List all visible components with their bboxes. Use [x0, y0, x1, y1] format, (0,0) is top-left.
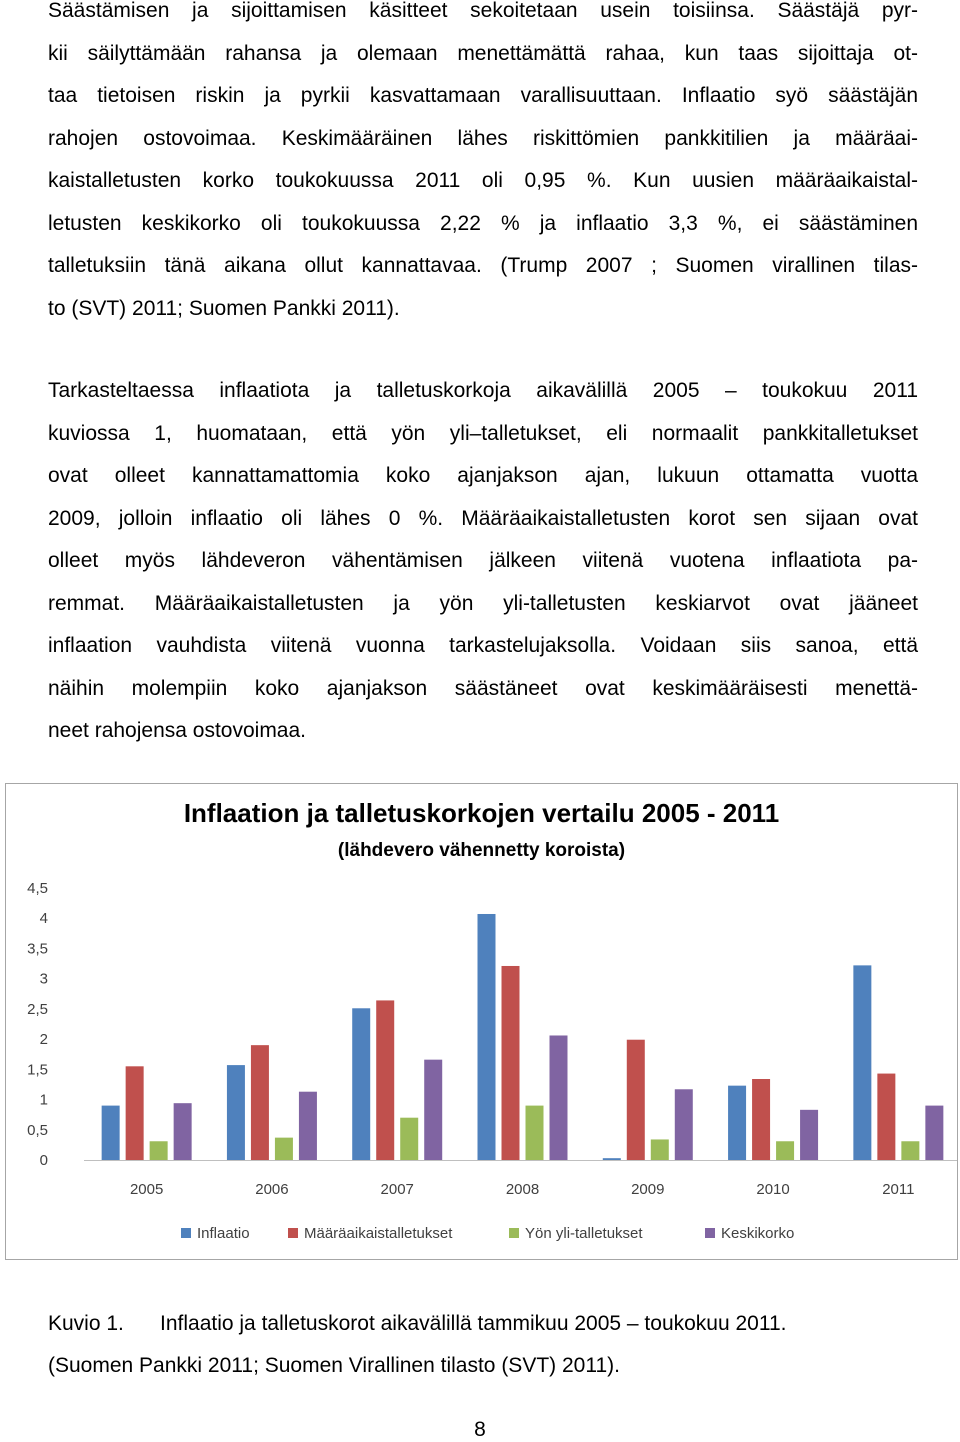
x-tick-label: 2006: [255, 1181, 289, 1198]
body-paragraph-2: [48, 370, 918, 753]
bar-2-2008: [502, 966, 520, 1160]
y-tick-label: 4: [39, 910, 48, 928]
bar-4-2007: [424, 1060, 442, 1160]
text-line: olleet myös lähdeveron vähentämisen jälkeen viitenä vuotena inflaatiota pa-: [48, 549, 918, 572]
x-tick-label: 2008: [505, 1181, 540, 1198]
bar-3-2006: [275, 1138, 293, 1160]
x-tick-label: 2005: [129, 1181, 164, 1198]
y-tick-label: 1,5: [27, 1061, 48, 1079]
text-line: remmat. Määräaikaistalletusten ja yön yli-talletusten keskiarvot ovat jääneet: [48, 591, 918, 615]
bar-4-2011: [925, 1106, 943, 1160]
bar-3-2010: [776, 1141, 794, 1160]
y-tick-label: 0: [39, 1152, 48, 1169]
chart-plot: [6, 784, 957, 1259]
x-tick-label: 2009: [631, 1181, 665, 1198]
bar-4-2008: [550, 1035, 568, 1160]
bar-2-2006: [251, 1045, 269, 1160]
bar-3-2005: [150, 1141, 168, 1160]
chart-subtitle: (lähdevero vähennetty koroista): [337, 840, 626, 861]
y-tick-label: 1: [39, 1091, 48, 1109]
text-line: rahojen ostovoimaa. Keskimääräinen lähes riskittömien pankkitilien ja määräai-: [48, 126, 918, 150]
y-tick-label: 0,5: [27, 1121, 48, 1139]
bar-1-2011: [853, 965, 871, 1160]
bar-1-2005: [102, 1106, 120, 1160]
y-tick-label: 3,5: [27, 940, 48, 958]
bar-4-2009: [675, 1089, 693, 1160]
text-line: ovat olleet kannattamattomia koko ajanjakson ajan, lukuun ottamatta vuotta: [48, 464, 918, 487]
y-tick-label: 2: [39, 1031, 48, 1049]
bar-2-2005: [126, 1066, 144, 1160]
page-number: 8: [474, 1418, 486, 1441]
bar-4-2010: [800, 1110, 818, 1160]
bar-1-2009: [603, 1158, 621, 1160]
x-tick-label: 2010: [756, 1181, 790, 1198]
text-line: talletuksiin tänä aikana ollut kannattavaa. (Trump 2007 ; Suomen virallinen tilas-: [48, 254, 918, 277]
text-line: Tarkasteltaessa inflaatiota ja talletuskorkoja aikavälillä 2005 – toukokuu 2011: [48, 379, 918, 402]
bar-2-2007: [376, 1000, 394, 1160]
caption-source: (Suomen Pankki 2011; Suomen Virallinen tilasto (SVT) 2011).: [48, 1354, 620, 1377]
text-line: neet rahojensa ostovoimaa.: [48, 719, 306, 742]
caption-number: Kuvio 1.: [48, 1312, 124, 1335]
x-tick-label: 2011: [882, 1181, 915, 1198]
legend-swatch: [288, 1228, 298, 1238]
bar-1-2010: [728, 1086, 746, 1160]
caption-text: Inflaatio ja talletuskorot aikavälillä tammikuu 2005 – toukokuu 2011.: [160, 1312, 787, 1335]
body-paragraph-1: [48, 0, 918, 330]
text-line: inflaation vauhdista viitenä vuonna tarkastelujaksolla. Voidaan siis sanoa, että: [48, 634, 918, 657]
bar-3-2007: [400, 1118, 418, 1160]
legend-swatch: [181, 1228, 191, 1238]
y-tick-label: 4,5: [27, 880, 48, 897]
legend-label: Inflaatio: [197, 1225, 250, 1242]
legend-swatch: [509, 1228, 519, 1238]
bar-4-2006: [299, 1092, 317, 1160]
figure-caption: [48, 1303, 786, 1387]
bar-1-2007: [352, 1008, 370, 1160]
legend-label: Määräaikaistalletukset: [304, 1225, 453, 1242]
text-line: taa tietoisen riskin ja pyrkii kasvattamaan varallisuuttaan. Inflaatio syö säästäjän: [48, 84, 918, 107]
legend-label: Yön yli-talletukset: [525, 1225, 643, 1242]
y-tick-label: 2,5: [27, 1000, 48, 1018]
chart-title: Inflaation ja talletuskorkojen vertailu 2005 - 2011: [183, 798, 780, 828]
text-line: Säästämisen ja sijoittamisen käsitteet sekoitetaan usein toisiinsa. Säästäjä pyr-: [48, 0, 918, 22]
bar-2-2011: [877, 1074, 895, 1160]
bar-4-2005: [174, 1103, 192, 1160]
text-line: kaistalletusten korko toukokuussa 2011 oli 0,95 %. Kun uusien määräaikaistal-: [48, 169, 918, 192]
text-line: kuviossa 1, huomataan, että yön yli–talletukset, eli normaalit pankkitalletukset: [48, 421, 918, 445]
text-line: 2009, jolloin inflaatio oli lähes 0 %. Määräaikaistalletusten korot sen sijaan ovat: [48, 506, 918, 530]
legend-swatch: [705, 1228, 715, 1238]
bar-1-2008: [478, 914, 496, 1160]
legend-label: Keskikorko: [721, 1225, 795, 1242]
bar-3-2008: [526, 1106, 544, 1160]
y-tick-label: 3: [39, 970, 48, 988]
caption-line-1: [48, 1303, 786, 1345]
text-line: näihin molempiin koko ajanjakson säästäneet ovat keskimääräisesti menettä-: [48, 676, 918, 700]
chart-figure: [5, 783, 958, 1260]
bar-1-2006: [227, 1065, 245, 1160]
text-line: to (SVT) 2011; Suomen Pankki 2011).: [48, 296, 400, 320]
text-line: kii säilyttämään rahansa ja olemaan menettämättä rahaa, kun taas sijoittaja ot-: [48, 41, 918, 65]
bar-3-2011: [901, 1141, 919, 1160]
bar-3-2009: [651, 1139, 669, 1160]
bar-2-2010: [752, 1079, 770, 1160]
x-tick-label: 2007: [380, 1181, 414, 1198]
text-line: letusten keskikorko oli toukokuussa 2,22 % ja inflaatio 3,3 %, ei säästäminen: [48, 211, 918, 235]
bar-2-2009: [627, 1040, 645, 1160]
